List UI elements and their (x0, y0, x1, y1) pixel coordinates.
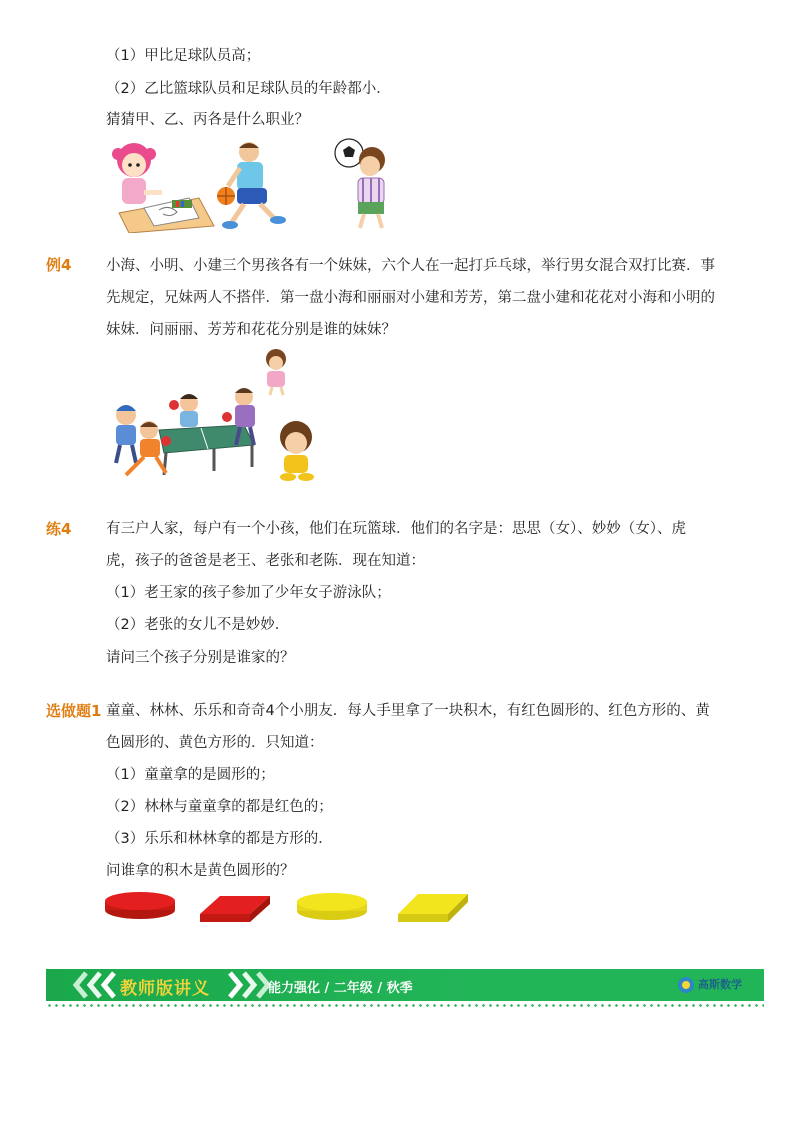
red-square-block (200, 896, 270, 922)
example-4-line-2: 先规定，兄妹两人不搭伴．第一盘小海和丽丽对小建和芳芳，第二盘小建和花花对小海和小明的 (106, 290, 715, 306)
player-right-girl-back (169, 394, 198, 427)
practice-4-line-1: 有三户人家，每户有一个小孩，他们在玩篮球．他们的名字是：思思（女）、妙妙（女）、虎 (106, 521, 686, 537)
optional-1-line-1: 童童、林林、乐乐和奇奇4个小朋友．每人手里拿了一块积木，有红色圆形的、红色方形的、黄 (106, 703, 710, 719)
example-4-line-1: 小海、小明、小建三个男孩各有一个妹妹，六个人在一起打乒乓球，举行男女混合双打比赛．事 (106, 258, 715, 274)
blocks-illustration (100, 884, 480, 926)
question: 猜猜甲、乙、丙各是什么职业？ (106, 112, 309, 128)
footer-bar (46, 969, 764, 1001)
yellow-round-block (297, 893, 367, 920)
boy-sitting (280, 421, 314, 481)
red-round-block (105, 892, 175, 919)
player-left-back (116, 405, 136, 463)
optional-1-condition-1: （1）童童拿的是圆形的； (106, 767, 275, 783)
practice-4-line-2: 虎，孩子的爸爸是老王、老张和老陈．现在知道： (106, 553, 425, 569)
brand-logo-icon (676, 975, 696, 995)
soccer-boy-figure (335, 139, 385, 228)
example-4-tag: 例4 (46, 256, 72, 274)
brand-logo-text: 高斯数学 (698, 978, 742, 991)
yellow-square-block (398, 894, 468, 922)
practice-4-condition-2: （2）老张的女儿不是妙妙． (106, 617, 290, 633)
kids-sports-illustration (104, 138, 404, 233)
chevrons-left-icon (46, 969, 118, 1001)
ping-pong-illustration (104, 345, 334, 490)
girl-standing (266, 349, 286, 395)
footer-dotted-divider (46, 1004, 764, 1007)
practice-4-tag: 练4 (46, 520, 72, 538)
optional-1-line-2: 色圆形的、黄色方形的．只知道： (106, 735, 324, 751)
optional-1-tag: 选做题1 (46, 702, 102, 720)
footer-title: 教师版讲义 (120, 979, 210, 999)
example-4-line-3: 妹妹．问丽丽、芳芳和花花分别是谁的妹妹？ (106, 322, 396, 338)
condition-1: （1）甲比足球队员高； (106, 48, 261, 64)
footer-subtitle: 能力强化 / 二年级 / 秋季 (268, 981, 413, 996)
condition-2: （2）乙比篮球队员和足球队员的年龄都小． (106, 81, 391, 97)
practice-4-question: 请问三个孩子分别是谁家的？ (106, 650, 295, 666)
practice-4-condition-1: （1）老王家的孩子参加了少年女子游泳队； (106, 585, 391, 601)
optional-1-condition-2: （2）林林与童童拿的都是红色的； (106, 799, 333, 815)
girl-drawing-figure (112, 143, 214, 233)
optional-1-question: 问谁拿的积木是黄色圆形的？ (106, 863, 295, 879)
optional-1-condition-3: （3）乐乐和林林拿的都是方形的． (106, 831, 333, 847)
basketball-player-figure (217, 142, 286, 229)
brand-logo (674, 973, 760, 997)
